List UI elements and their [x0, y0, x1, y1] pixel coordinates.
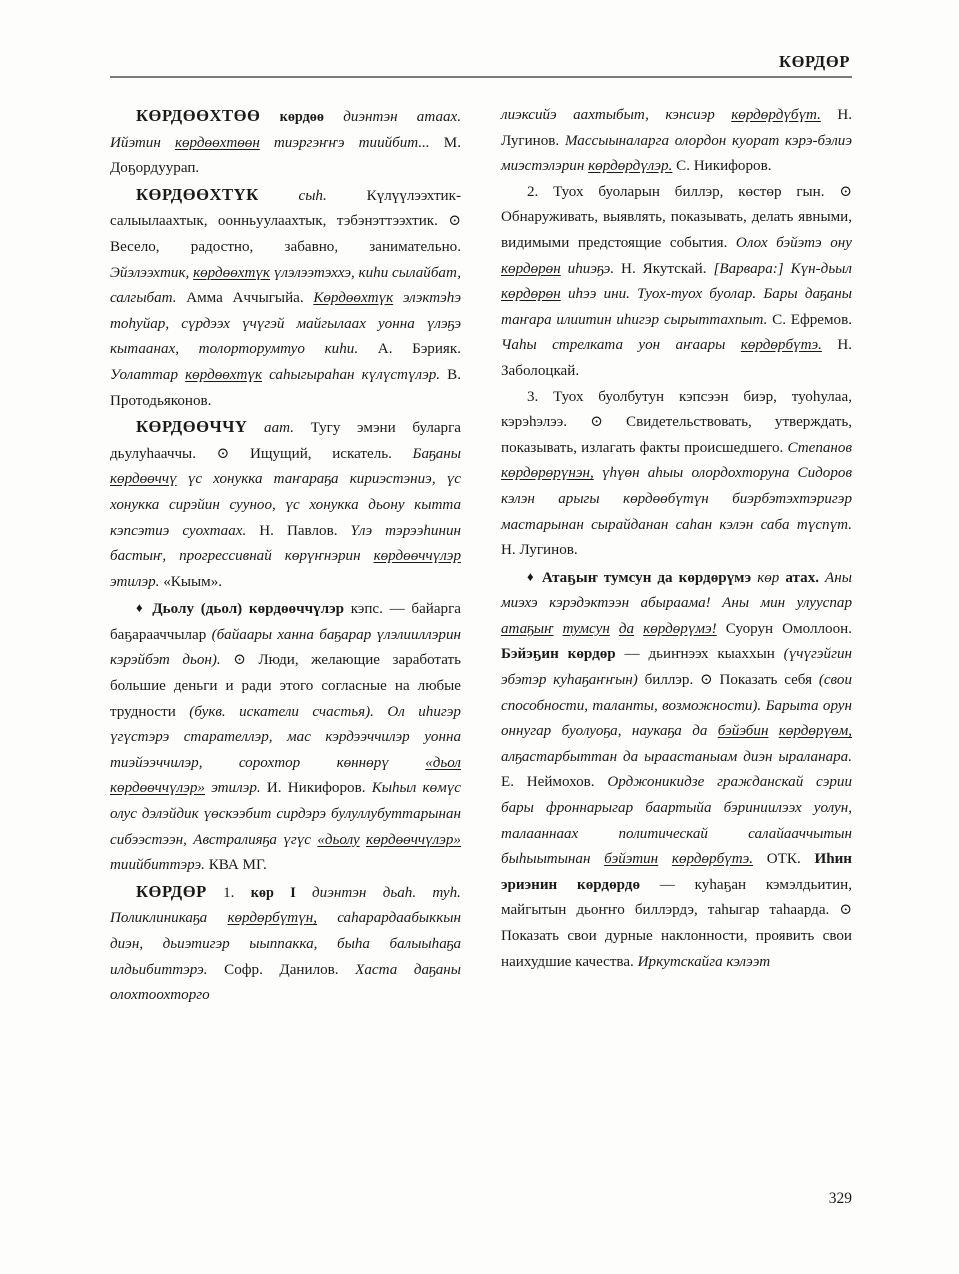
sense-3	[501, 385, 852, 564]
example-text: Ийэтин	[110, 134, 161, 151]
example-text: Массыыналарга олордон куорат кэрэ-бэлиэ миэстэлэрин	[501, 132, 852, 175]
example-text: тиэргэҥҥэ тиийбит...	[273, 134, 430, 151]
example-source: Е. Неймохов.	[501, 774, 595, 791]
example-source: ОТК.	[766, 851, 801, 868]
example-source: Софр. Данилов.	[224, 961, 339, 978]
example-text: Күн-дьыл	[790, 260, 852, 277]
cross-ref-bold: атах.	[785, 569, 820, 586]
russian-gloss: Люди, желающие заработать большие деньги и ради этого согласные на любые трудности	[110, 652, 461, 720]
example-text: Ол иһигэр үгүстэрэ старателлэр, мас кэрдээччилэр уонна тиэйээччилэр, сорохтор көннөрү	[110, 703, 461, 771]
example-text: иһиэҕэ.	[567, 260, 615, 277]
column-right	[501, 103, 852, 1171]
example-text: Орджоникидзе гражданскай сэрии бары фроннарыгар баартыйа бэриниилээх уолун, талааннаах политическай салайааччытын быһыытынан	[501, 774, 852, 868]
translation-marker-icon: ⊙	[839, 183, 852, 200]
sakha-definition: Күлүүлээхтик-салыылаахтык, оонньуулаахтык, тэбэнэттээхтик.	[110, 187, 461, 230]
cross-ref-note: диэнтэн атаах.	[343, 109, 462, 125]
idiom-headword: Атаҕыҥ тумсун да көрдөрүмэ	[541, 569, 752, 586]
example-text: этилэр.	[110, 573, 160, 590]
cross-ref-bold: көрдөө	[279, 109, 324, 125]
example-text: элэктэһэ тоһуйар, сүрдээх үчүгэй майгылаах уонна үлэҕэ кытаанах, толорторумтуо киһи.	[110, 290, 461, 358]
sakha-definition: Тугу эмэни буларга дьулуһааччы.	[110, 420, 461, 462]
idiom-headword-tail: көрдөр	[567, 646, 616, 663]
cross-ref-bold: көр	[250, 884, 274, 901]
idiom-headword: Иһин эриэнин көрдөрдө	[501, 851, 852, 893]
translation-marker-icon: ⊙	[216, 445, 230, 462]
headword: КӨРДӨР	[136, 881, 207, 901]
entry-kordoohtuk	[110, 182, 461, 414]
sense-number: 2.	[527, 183, 539, 200]
speaker-tag: [Варвара:]	[713, 260, 784, 277]
cited-form: көрдөөхтүк	[185, 366, 263, 383]
example-text: Уолаттар	[110, 366, 179, 383]
example-text: саһыгыраһан күлүстүлэр.	[269, 366, 441, 383]
example-source: Амма Аччыгыйа.	[186, 290, 304, 307]
page-number	[110, 1190, 852, 1208]
example-text: Эйэлээхтик,	[110, 264, 190, 281]
russian-gloss: Показать себя	[719, 672, 813, 689]
idiom-headword: Бэйэҕин	[501, 646, 559, 663]
sakha-definition: Аны миэхэ кэрэдэктээн абыраама!	[501, 569, 852, 612]
literal-gloss: (букв. искатели счастья).	[189, 703, 374, 720]
example-text: Степанов	[787, 439, 852, 456]
headword: КӨРДӨӨЧЧҮ	[136, 417, 248, 437]
russian-gloss-paren: (свои способности, таланты, возможности).	[501, 672, 853, 714]
grammar-label: сыһ.	[298, 187, 327, 204]
example-text: үс хонукка таҥараҕа кириэстэниэ, үс хонукка сирэйин сууноо, үс хонукка дьону кытта кэпсэтиэ суохтаах.	[110, 471, 461, 539]
russian-gloss: Показать свои дурные наклонности, проявить свои наихудшие качества.	[501, 928, 852, 970]
grammar-label: аат.	[264, 420, 294, 437]
cross-ref-roman: I	[290, 884, 296, 901]
idiom-atagyng-tumsun	[501, 564, 852, 976]
entry-kordooccu	[110, 414, 461, 595]
example-source: Суорун Омоллоон.	[725, 620, 852, 637]
sakha-definition: дьиҥнээх кыаххын	[648, 646, 775, 663]
example-text: Хаста даҕаны олохтоохторго	[110, 961, 461, 1004]
sakha-definition: Туох буолбутун кэпсээн биэр, туоһулаа, кэрэһэлээ.	[501, 388, 852, 431]
cited-form: атаҕыҥ	[501, 620, 554, 637]
cited-form: көрдөөччү	[110, 471, 177, 488]
cited-form: көрдөрбүтүн,	[227, 910, 317, 927]
idiom-dyolu-kordooccular	[110, 595, 461, 879]
cited-form: көрдөрбүтэ.	[740, 337, 822, 354]
example-source: А. Бэрияк.	[377, 341, 461, 358]
example-text: саһарардаабыккын диэн, дьиэтигэр ыыппакка, быһа балыыһаҕа илдьибиттэрэ.	[110, 910, 461, 978]
cited-form: көрдөрөн	[501, 260, 561, 277]
example-text: тиийбиттэрэ.	[110, 857, 205, 874]
example-text: Кыһыл көмүс олус дэлэйдик үөскээбит сирдэрэ булуллубуттарынан сибээстээн, Австралияҕа үгүс	[110, 780, 461, 848]
sakha-definition-paren: (үчүгэйгин эбэтэр куһаҕаҥҥын)	[501, 646, 853, 689]
example-source: М. Доҕордуурап.	[110, 134, 461, 177]
em-dash: —	[659, 876, 675, 893]
em-dash: —	[624, 646, 640, 663]
example-text: үлэлээтэххэ, киһи сылайбат, салгыбат.	[110, 264, 462, 307]
cited-form: көрдөөччүлэр	[373, 548, 461, 565]
sakha-definition: биллэр.	[644, 672, 694, 689]
example-text: Барыта орун оннугар буолуоҕа, наукаҕа да	[501, 697, 852, 740]
russian-gloss: Обнаруживать, выявлять, показывать, делать явными, видимыми предстоящие события.	[501, 209, 852, 251]
headword: КӨРДӨӨХТҮК	[136, 184, 259, 204]
translation-marker-icon: ⊙	[233, 652, 246, 669]
translation-marker-icon: ⊙	[839, 902, 852, 919]
sense-number: 1.	[223, 884, 235, 901]
cited-form: көрдөрөрүнэн,	[501, 465, 594, 482]
entry-kordor	[110, 879, 461, 1009]
grammar-label: кэпс.	[350, 601, 383, 618]
cited-form: көрдөрбүтэ.	[671, 851, 754, 868]
example-source: Н. Лугинов.	[501, 107, 852, 149]
cited-form: көрдөөхтөөн	[174, 134, 260, 151]
idiom-headword-tail: көрдөөччүлэр	[248, 601, 345, 618]
cited-form: көрдөөччүлэр»	[366, 831, 461, 848]
example-text: үһүөн аһыы олордохторуна Сидоров кэлэн арыгы көрдөөбүтүн биэрбэтэхтэригэр мастарынан сырайданан саһан кэлэн саба түспүт.	[501, 465, 852, 533]
header-rule	[110, 76, 852, 78]
cited-form: «дьол	[425, 754, 462, 771]
russian-gloss: Ищущий, искатель.	[249, 445, 392, 462]
example-text: лиэксийэ аахтыбыт, кэнсиэр	[501, 107, 715, 123]
cited-form: «дьолу	[317, 831, 360, 848]
sakha-definition: байарга баҕарааччылар	[110, 601, 461, 643]
sakha-definition: куһаҕан кэмэлдьитин, майгытын дьоҥҥо биллэрдэ, таһыгар таһаарда.	[501, 876, 853, 919]
cited-form: көрдөөхтүк	[193, 264, 270, 281]
example-text: Үлэ тэрээһинин бастыҥ, прогрессивнай көрүҥнэрин	[110, 522, 461, 565]
example-source: Н. Лугинов.	[501, 542, 578, 559]
cited-form: да	[618, 620, 635, 637]
example-text: алҕастарбыттан да ыраастаныам диэн ыраланара.	[501, 748, 852, 765]
example-text: Иркутскайга кэлээт	[637, 953, 771, 970]
example-text: Чаһы стрелката уон аҥаары	[501, 337, 726, 354]
example-source: И. Никифоров.	[266, 780, 366, 797]
sense-2	[501, 180, 852, 385]
translation-marker-icon: ⊙	[700, 672, 713, 689]
translation-marker-icon: ⊙	[590, 414, 603, 431]
example-text: этилэр.	[211, 780, 261, 797]
idiom-headword: Дьолу	[152, 601, 194, 618]
cited-form: көрдөрдүлэр.	[588, 158, 673, 175]
example-text: иһээ ини. Туох-туох буолар. Бары даҕаны таҥара илиитин иһигэр сырыттахпыт.	[501, 286, 852, 328]
text-columns	[110, 103, 852, 1171]
russian-gloss: Свидетельствовать, утверждать, показывать, излагать факты происшедшего.	[501, 414, 853, 456]
example-text: Аны мин улууспар	[722, 595, 852, 612]
cited-form: Көрдөөхтүк	[313, 290, 394, 307]
example-source: Н. Заболоцкай.	[501, 337, 853, 379]
example-source: С. Никифоров.	[676, 158, 772, 175]
cited-form: көрдөөччүлэр»	[110, 780, 205, 797]
headword: КӨРДӨӨХТӨӨ	[136, 106, 261, 125]
example-text: Поликлиникаҕа	[110, 910, 208, 927]
cited-form: бэйэбин	[717, 723, 769, 740]
cited-form: көрдөрдүбүт.	[731, 107, 821, 123]
example-source: «Кыым».	[163, 573, 223, 590]
entry-kordoohtoo	[110, 103, 461, 182]
cited-form: көрдөрүөм,	[778, 723, 852, 740]
cited-form: көрдөрүмэ!	[643, 620, 717, 637]
translation-marker-icon: ⊙	[448, 213, 461, 230]
entry-kordor-continuation	[501, 103, 852, 180]
running-head	[110, 52, 852, 72]
column-left	[110, 103, 461, 1171]
cross-ref-note: көр	[757, 569, 780, 586]
example-source: Н. Якутскай.	[621, 260, 707, 277]
cited-form: бэйэтин	[604, 851, 659, 868]
example-source: КВА МГ.	[208, 857, 267, 874]
example-source: Н. Павлов.	[259, 522, 338, 539]
phrase-marker-icon: ♦	[527, 568, 536, 584]
sakha-definition-paren: (байаары ханна баҕарар үлэлииллэрин кэрэйбэт дьон).	[110, 626, 461, 669]
idiom-variant: (дьол)	[200, 601, 243, 618]
em-dash: —	[389, 601, 405, 618]
example-text: Баҕаны	[412, 445, 461, 462]
cross-ref-note: диэнтэн дьаһ. туһ.	[312, 884, 461, 901]
cited-form: тумсун	[562, 620, 610, 637]
page-number-text: 329	[828, 1190, 852, 1207]
example-source: С. Ефремов.	[772, 311, 853, 328]
example-text: Олох бэйэтэ ону	[735, 234, 852, 251]
russian-gloss: Весело, радостно, забавно, занимательно.	[110, 238, 461, 255]
sakha-definition: Туох буоларын биллэр, көстөр гын.	[553, 183, 825, 200]
example-source: В. Протодьяконов.	[110, 366, 461, 409]
cited-form: көрдөрөн	[501, 286, 561, 303]
sense-number: 3.	[527, 388, 539, 405]
running-head-text: КӨРДӨР	[779, 52, 850, 71]
phrase-marker-icon: ♦	[136, 600, 146, 616]
